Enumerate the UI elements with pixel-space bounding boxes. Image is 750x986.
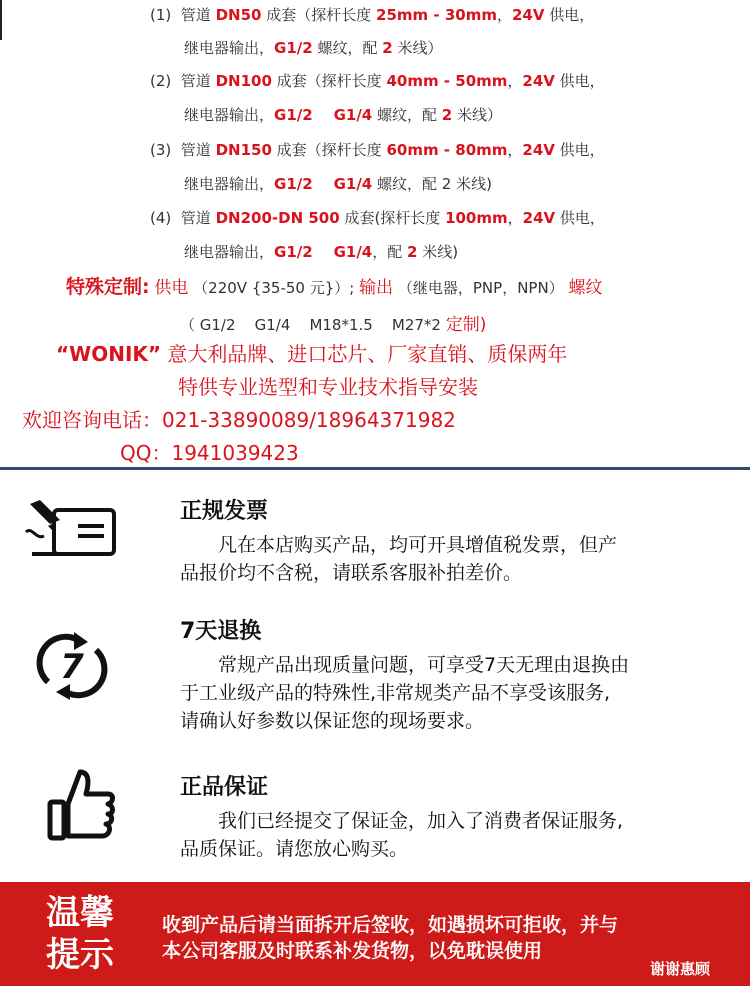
- notice-line-1: 收到产品后请当面拆开后签收，如遇损坏可拒收，并与: [162, 914, 619, 936]
- custom-output-value: （继电器，PNP，NPN）: [397, 279, 564, 297]
- custom-thread-row: [180, 310, 486, 335]
- service-3-text-1: 我们已经提交了保证金，加入了消费者保证服务,: [180, 810, 624, 832]
- spec-3-line-1: (3) 管道 DN150 成套（探杆长度 60mm - 80mm，24V 供电，: [150, 141, 605, 159]
- service-2-text-3: 请确认好参数以保证您的现场要求。: [180, 710, 485, 732]
- left-edge-line: [0, 0, 2, 40]
- qq-row: [120, 437, 299, 466]
- service-1-title: 正规发票: [180, 499, 269, 524]
- svg-text:7: 7: [60, 647, 84, 687]
- service-1-text-1: 凡在本店购买产品，均可开具增值税发票，但产: [180, 534, 618, 556]
- service-3-text-2: 品质保证。请您放心购买。: [180, 838, 409, 860]
- phone-label: 欢迎咨询电话：: [22, 408, 162, 432]
- custom-thread-label: 螺纹: [568, 278, 603, 298]
- brand-row: [56, 338, 567, 367]
- section-divider: [0, 467, 750, 470]
- spec-4-line-1: (4) 管道 DN200-DN 500 成套(探杆长度 100mm，24V 供电，: [150, 209, 605, 227]
- service-2-title: 7天退换: [180, 619, 262, 644]
- service-2-text-1: 常规产品出现质量问题，可享受7天无理由退换由: [180, 654, 630, 676]
- seven-day-return-icon: [34, 632, 110, 704]
- custom-power-label: 供电: [154, 278, 189, 298]
- service-2-text-2: 于工业级产品的特殊性,非常规类产品不享受该服务,: [180, 682, 611, 704]
- notice-line-2: 本公司客服及时联系补发货物，以免耽误使用: [162, 940, 543, 962]
- notice-title: [46, 892, 114, 976]
- brand-name: “WONIK”: [56, 342, 162, 366]
- spec-1-line-2: 继电器输出，G1/2 螺纹，配 2 米线）: [184, 39, 443, 57]
- service-1-text-2: 品报价均不含税，请联系客服补拍差价。: [180, 562, 523, 584]
- phone-row: [22, 404, 456, 433]
- notice-title-line-2: 提示: [46, 935, 114, 975]
- notice-title-line-1: 温馨: [46, 893, 114, 933]
- custom-row: [66, 272, 602, 299]
- thumbs-up-icon: [46, 768, 116, 846]
- custom-thread-values: （ G1/2 G1/4 M18*1.5 M27*2: [180, 316, 446, 334]
- custom-label: 特殊定制:: [66, 276, 150, 298]
- phone-numbers[interactable]: 021-33890089/18964371982: [162, 408, 456, 432]
- custom-power-value: （220V {35-50 元}）;: [193, 279, 355, 297]
- spec-4-line-2: 继电器输出，G1/2 G1/4，配 2 米线): [184, 243, 459, 261]
- spec-1-line-1: (1) 管道 DN50 成套（探杆长度 25mm - 30mm，24V 供电，: [150, 6, 595, 24]
- custom-word: 定制): [445, 315, 487, 335]
- notice-banner: [0, 882, 750, 986]
- qq-label: QQ：: [120, 441, 172, 465]
- spec-3-line-2: 继电器输出，G1/2 G1/4 螺纹，配 2 米线): [184, 175, 492, 193]
- brand-slogan-2: 特供专业选型和专业技术指导安装: [178, 375, 478, 399]
- spec-2-line-2: 继电器输出，G1/2 G1/4 螺纹，配 2 米线）: [184, 106, 502, 124]
- thanks-text: 谢谢惠顾: [649, 960, 710, 978]
- invoice-icon: [22, 496, 118, 566]
- qq-number[interactable]: 1941039423: [171, 441, 299, 465]
- brand-slogan-1: 意大利品牌、进口芯片、厂家直销、质保两年: [167, 342, 568, 366]
- service-3-title: 正品保证: [180, 775, 269, 800]
- spec-2-line-1: (2) 管道 DN100 成套（探杆长度 40mm - 50mm，24V 供电，: [150, 72, 605, 90]
- custom-output-label: 输出: [359, 278, 394, 298]
